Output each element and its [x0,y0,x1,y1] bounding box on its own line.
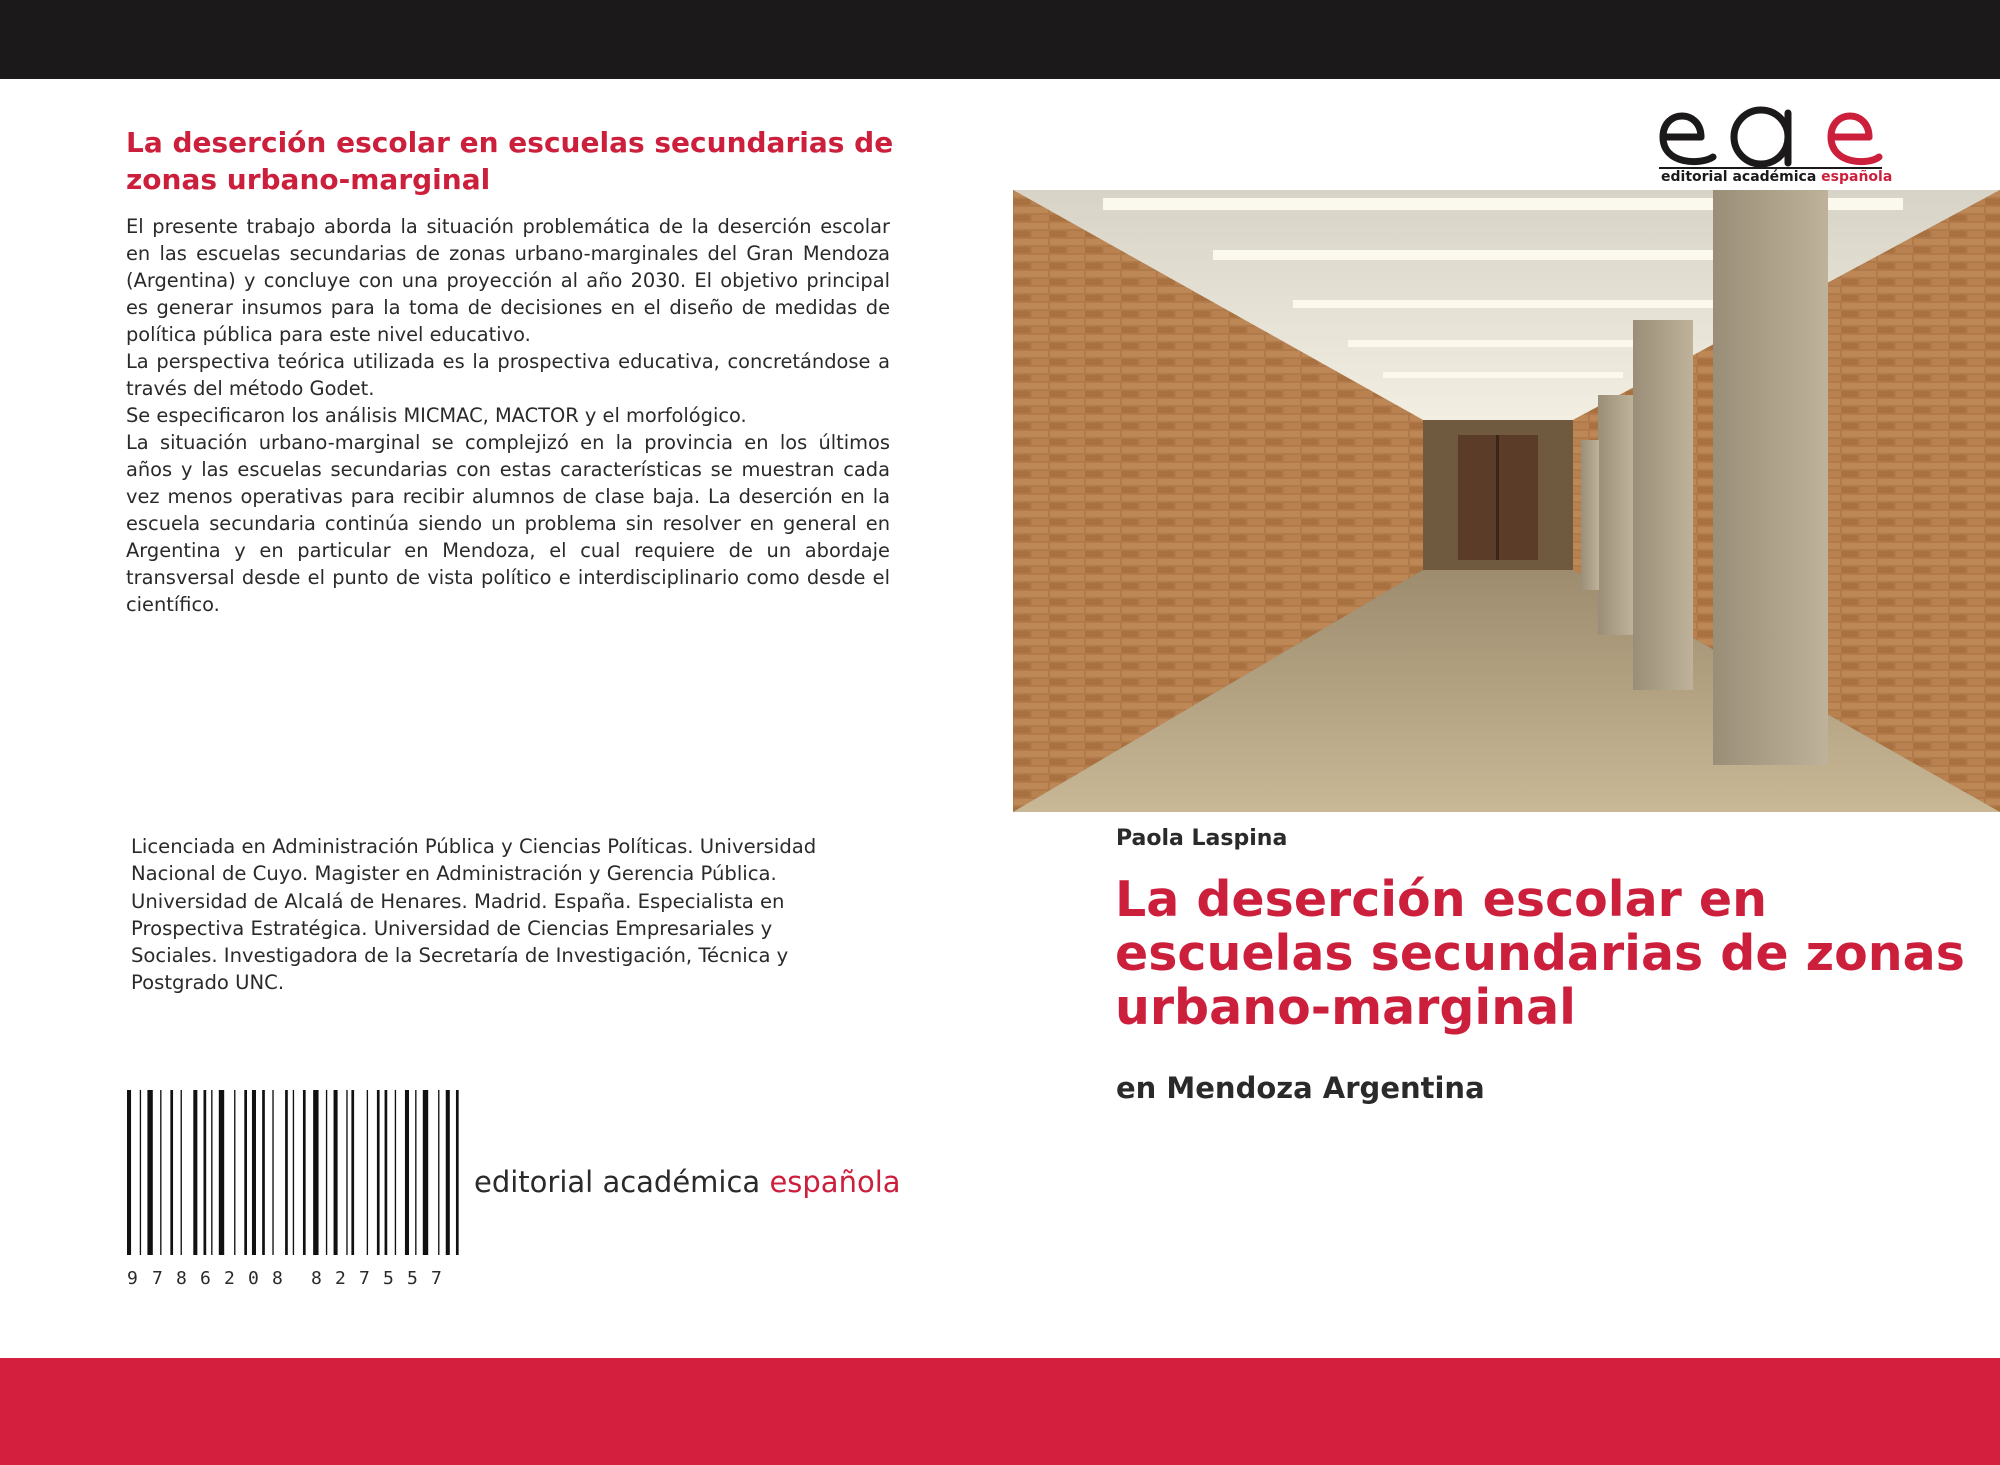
isbn-digit: 2 [224,1268,235,1289]
front-cover-subtitle: en Mendoza Argentina [1116,1071,1485,1105]
logo-caption-main: editorial académica [1661,169,1822,185]
blurb-paragraph: La situación urbano-marginal se complejizó en la provincia en los últimos años y las escuelas secundarias con estas características se muestran cada vez menos operativas para recibir alumnos de clase baja. La deserción en la escuela secundaria continúa siendo un problema sin resolver en general en Argentina y en particular en Mendoza, el cual requiere de un abordaje transversal desde el punto de vista político e interdisciplinario como desde el científico. [126,431,890,616]
isbn-digit: 0 [248,1268,259,1289]
blurb-paragraph: Se especificaron los análisis MICMAC, MACTOR y el morfológico. [126,404,747,427]
publisher-name [474,1165,901,1199]
isbn-digit: 7 [359,1268,370,1289]
isbn-barcode [127,1090,461,1290]
logo-caption-accent: española [1821,169,1893,185]
isbn-digit: 9 [127,1268,138,1289]
blurb-paragraph: El presente trabajo aborda la situación problemática de la deserción escolar en las escuelas secundarias de zonas urbano-marginales del Gran Mendoza (Argentina) y concluye con una proyección al año 2030. El objetivo principal es generar insumos para la toma de decisiones en el diseño de medidas de política pública para este nivel educativo. [126,215,890,346]
publisher-name-main: editorial académica [474,1165,770,1199]
publisher-name-accent: española [769,1165,901,1199]
isbn-digit: 7 [431,1268,442,1289]
isbn-digit: 6 [200,1268,211,1289]
isbn-digit: 5 [407,1268,418,1289]
logo-caption [1661,169,1892,185]
isbn-digit: 8 [311,1268,322,1289]
blurb-paragraph: La perspectiva teórica utilizada es la prospectiva educativa, concretándose a través del método Godet. [126,350,890,400]
author-bio: Licenciada en Administración Pública y Ciencias Políticas. Universidad Nacional de Cuyo. Magister en Administración y Gerencia Pública. Universidad de Alcalá de Henares. Madrid. España. Especialista en Prospectiva Estratégica. Universidad de Ciencias Empresariales y Sociales. Investigadora de la Secretaría de Investigación, Técnica y Postgrado UNC. [131,835,817,995]
top-band [0,0,2000,79]
isbn-digit: 8 [176,1268,187,1289]
corridor-photo [1013,190,2000,812]
front-cover-title: La deserción escolar en escuelas secundarias de zonas urbano-marginal [1115,871,1965,1036]
isbn-digit: 2 [335,1268,346,1289]
isbn-digit: 7 [152,1268,163,1289]
author-name: Paola Laspina [1116,826,1288,851]
isbn-digit: 5 [383,1268,394,1289]
back-cover-title: La deserción escolar en escuelas secundarias de zonas urbano-marginal [126,126,894,196]
isbn-digits [127,1268,461,1292]
bottom-band [0,1358,2000,1465]
isbn-digit: 8 [272,1268,283,1289]
back-cover-blurb [126,213,890,618]
